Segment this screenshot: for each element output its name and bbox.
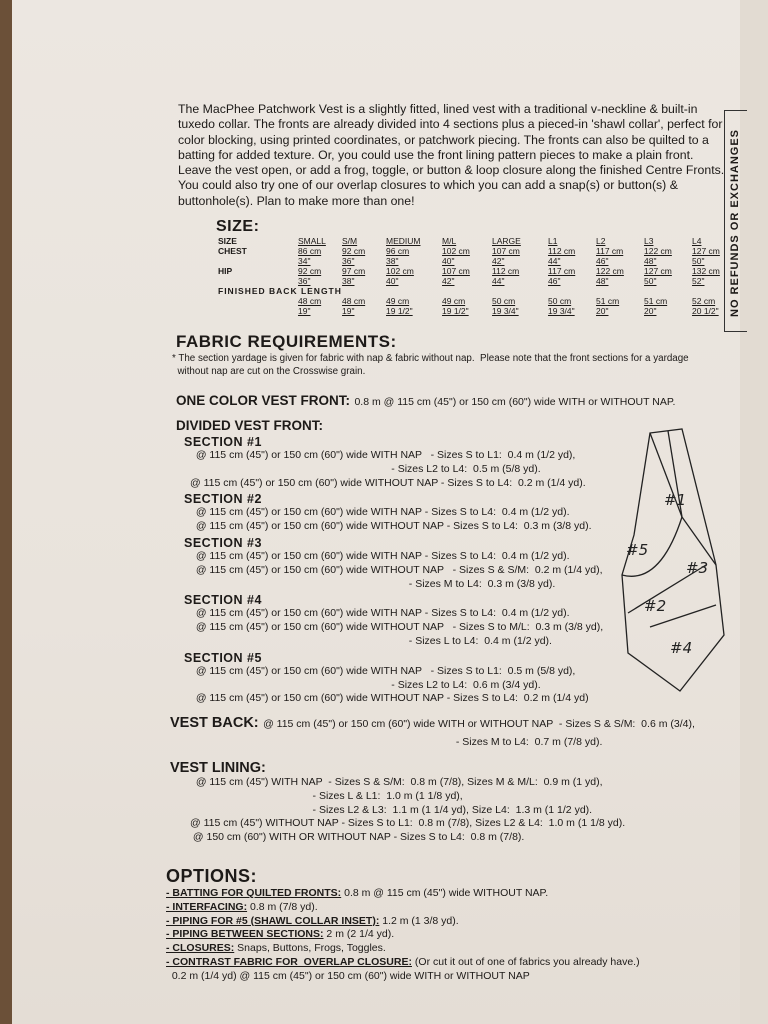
size-cell: L4: [692, 236, 702, 246]
size-row: [216, 256, 734, 266]
size-cell: 52 cm: [692, 296, 716, 306]
size-cell: 19": [298, 306, 311, 316]
size-cell: 36": [342, 256, 355, 266]
one-color-section: [176, 392, 675, 410]
size-cell: 44": [492, 276, 505, 286]
size-row: [216, 266, 734, 276]
option-item: [166, 915, 640, 929]
size-cell: 117 cm: [596, 246, 624, 256]
option-text: Snaps, Buttons, Frogs, Toggles.: [234, 942, 386, 955]
size-cell: 92 cm: [342, 246, 366, 256]
vest-front-diagram: [620, 425, 730, 695]
size-cell: 42": [492, 256, 505, 266]
size-row: [216, 286, 734, 296]
size-row-label: [216, 276, 296, 286]
option-label: - BATTING FOR QUILTED FRONTS:: [166, 887, 342, 899]
size-title: SIZE:: [216, 218, 260, 235]
size-cell: 36": [298, 276, 311, 286]
diagram-label-4: #4: [670, 639, 693, 657]
fabric-section-2: [176, 492, 603, 534]
diagram-label-5: #5: [626, 541, 649, 559]
size-cell: 112 cm: [548, 246, 576, 256]
options-section: [166, 866, 640, 984]
size-cell: 49 cm: [442, 296, 466, 306]
size-cell: 50 cm: [492, 296, 516, 306]
size-cell: 122 cm: [644, 246, 672, 256]
option-label: - CONTRAST FABRIC FOR OVERLAP CLOSURE:: [166, 955, 412, 968]
size-cell: 122 cm: [596, 266, 624, 276]
size-table: [216, 236, 734, 316]
size-cell: 112 cm: [492, 266, 520, 276]
size-cell: 107 cm: [492, 246, 520, 256]
options-title: OPTIONS:: [166, 866, 258, 886]
size-row: [216, 236, 734, 246]
size-cell: 38": [342, 276, 355, 286]
fabric-title: FABRIC REQUIREMENTS:: [176, 332, 397, 351]
vest-lining-section: [170, 760, 625, 845]
fabric-section-4: [176, 593, 603, 648]
size-cell: 19 3/4": [548, 306, 575, 316]
section-text: @ 115 cm (45") or 150 cm (60") wide WITH NAP - Sizes S to L4: 0.4 m (1/2 yd). @ 115 cm (45") or 150 cm (60") wide WITHOUT NAP - Sizes S to L4: 0.3 m (3/8 yd).: [195, 506, 592, 533]
size-cell: 19 1/2": [386, 306, 413, 316]
size-row-label: CHEST: [218, 246, 247, 256]
size-cell: 19": [342, 306, 355, 316]
section-text: @ 115 cm (45") or 150 cm (60") wide WITH NAP - Sizes S to L1: 0.4 m (1/2 yd), - Sizes L2 to L4: 0.5 m (5/8 yd). @ 115 cm (45") or 150 cm (60") wide WITHOUT NAP - Sizes S to L4: 0.2 m (1/4 yd).: [190, 449, 586, 489]
section-text: @ 115 cm (45") or 150 cm (60") wide WITH NAP - Sizes S to L4: 0.4 m (1/2 yd). @ 115 cm (45") or 150 cm (60") wide WITHOUT NAP - Sizes S & S/M: 0.2 m (1/4 yd), - Sizes M to L4: 0.3 m (3/8 yd).: [195, 549, 603, 590]
size-cell: L1: [548, 236, 558, 246]
size-cell: 42": [442, 276, 455, 286]
size-cell: 40": [442, 256, 455, 266]
vest-back-text: @ 115 cm (45") or 150 cm (60") wide WITH or WITHOUT NAP - Sizes S & S/M: 0.6 m (3/4), - Sizes M to L4: 0.7 m (7/8 yd).: [263, 718, 695, 748]
size-cell: 52": [692, 276, 705, 286]
vest-back-section: [170, 714, 695, 750]
size-cell: 97 cm: [342, 266, 366, 276]
size-cell: 127 cm: [644, 266, 672, 276]
size-cell: 102 cm: [386, 266, 414, 276]
size-cell: 92 cm: [298, 266, 322, 276]
size-cell: LARGE: [492, 236, 521, 246]
size-cell: 40": [386, 276, 399, 286]
size-cell: 19 3/4": [492, 306, 519, 316]
fabric-requirements: [172, 332, 689, 378]
size-cell: 48": [644, 256, 657, 266]
section-title: SECTION #1: [184, 435, 262, 449]
size-row: [216, 276, 734, 286]
size-cell: 48 cm: [298, 296, 322, 306]
size-cell: 49 cm: [386, 296, 410, 306]
size-row-label: [216, 256, 296, 266]
section-title: SECTION #2: [184, 492, 262, 507]
size-cell: 20": [644, 306, 657, 316]
size-cell: 48": [596, 276, 609, 286]
size-cell: 48 cm: [342, 296, 366, 306]
size-cell: 34": [298, 256, 311, 266]
option-item: [166, 901, 640, 915]
option-label: - CLOSURES:: [166, 942, 235, 955]
section-title: SECTION #5: [184, 650, 262, 665]
size-cell: 20 1/2": [692, 306, 719, 316]
section-title: SECTION #4: [184, 593, 262, 608]
size-row: [216, 306, 734, 316]
size-cell: 51 cm: [596, 296, 620, 306]
size-cell: 51 cm: [644, 296, 668, 306]
size-cell: 132 cm: [692, 266, 720, 276]
option-text: 0.8 m @ 115 cm (45") wide WITHOUT NAP.: [341, 887, 549, 899]
option-label: - PIPING BETWEEN SECTIONS:: [166, 928, 324, 941]
size-row-label: FINISHED BACK LENGTH: [218, 286, 342, 296]
fabric-section-1: [176, 435, 603, 490]
fabric-section-3: [176, 536, 603, 591]
size-row: [216, 246, 734, 256]
size-cell: 96 cm: [386, 246, 410, 256]
vest-back-title: VEST BACK:: [170, 715, 259, 731]
size-cell: 19 1/2": [442, 306, 469, 316]
size-cell: 107 cm: [442, 266, 470, 276]
intro-paragraph: The MacPhee Patchwork Vest is a slightly fitted, lined vest with a traditional v-neckline & built-in tuxedo collar. The fronts are already divided into 4 sections plus a pieced-in 'shawl collar', perfect for color blocking, using printed coordinates, or patchwork piecing. The fronts can also be quilted to a batting for added texture. Or, you could use the front lining pattern pieces to make a plain front. Leave the vest open, or add a frog, toggle, or button & loop closure along the finished Centre Fronts. You could also try one of our overlap closures to which you can add a snap(s) or button(s) & buttonhole(s). Plan to make more than one!: [178, 102, 725, 208]
option-label: - INTERFACING:: [166, 900, 248, 913]
lining-text: @ 115 cm (45") WITH NAP - Sizes S & S/M: 0.8 m (7/8), Sizes M & M/L: 0.9 m (1 yd), - Sizes L & L1: 1.0 m (1 1/8 yd), - Sizes L2 & L3: 1.1 m (1 1/4 yd), Size L4: 1.3 m (1 1/2 yd). @ 115 cm (45") WITHOUT NAP - Sizes S to L1: 0.8 m (7/8), Sizes L2 & L4: 1.0 m (1 1/8 yd). @ 150 cm (60") WITH OR WITHOUT NAP - Sizes S to L4: 0.8 m (7/8).: [190, 776, 626, 844]
option-item: [166, 928, 640, 942]
size-cell: 46": [596, 256, 609, 266]
size-cell: 50 cm: [548, 296, 572, 306]
option-text: 0.8 m (7/8 yd).: [247, 900, 318, 913]
size-cell: 50": [692, 256, 705, 266]
size-row: [216, 296, 734, 306]
size-cell: S/M: [342, 236, 358, 246]
size-cell: 127 cm: [692, 246, 720, 256]
one-color-text: 0.8 m @ 115 cm (45") or 150 cm (60") wide WITH or WITHOUT NAP.: [354, 396, 676, 408]
option-item: [166, 887, 640, 901]
option-text: 2 m (2 1/4 yd).: [323, 928, 395, 941]
size-cell: 38": [386, 256, 399, 266]
option-text: 1.2 m (1 3/8 yd).: [379, 914, 459, 927]
divided-section: [176, 418, 603, 706]
side-notice-text: NO REFUNDS OR EXCHANGES: [729, 128, 741, 317]
size-cell: 50": [644, 276, 657, 286]
lining-title: VEST LINING:: [170, 760, 266, 776]
size-cell: L2: [596, 236, 606, 246]
size-cell: M/L: [442, 236, 457, 246]
option-text: (Or cut it out of one of fabrics you already have.) 0.2 m (1/4 yd) @ 115 cm (45") or 150 cm (60") wide WITH or WITHOUT NAP: [171, 955, 640, 982]
size-row-label: SIZE: [218, 236, 237, 246]
size-cell: 20": [596, 306, 609, 316]
option-item: [166, 942, 640, 956]
size-row-label: [216, 296, 296, 306]
size-row-label: [216, 306, 296, 316]
diagram-label-2: #2: [644, 597, 667, 615]
size-cell: SMALL: [298, 236, 326, 246]
section-text: @ 115 cm (45") or 150 cm (60") wide WITH NAP - Sizes S to L1: 0.5 m (5/8 yd), - Sizes L2 to L4: 0.6 m (3/4 yd). @ 115 cm (45") or 150 cm (60") wide WITHOUT NAP - Sizes S to L4: 0.2 m (1/4 yd): [195, 664, 589, 705]
size-cell: 117 cm: [548, 266, 576, 276]
diagram-label-3: #3: [686, 559, 709, 577]
fabric-note: * The section yardage is given for fabric with nap & fabric without nap. Please note that the front sections for a yardage without nap are cut on the Crosswise grain.: [172, 353, 689, 377]
size-cell: 86 cm: [298, 246, 322, 256]
divided-title: DIVIDED VEST FRONT:: [176, 418, 324, 433]
size-cell: 102 cm: [442, 246, 470, 256]
one-color-title: ONE COLOR VEST FRONT:: [176, 393, 351, 408]
diagram-label-1: #1: [664, 491, 687, 509]
size-cell: 46": [548, 276, 561, 286]
fabric-section-5: [176, 651, 603, 706]
size-cell: L3: [644, 236, 654, 246]
size-row-label: HIP: [218, 266, 233, 276]
option-label: - PIPING FOR #5 (SHAWL COLLAR INSET):: [166, 914, 380, 927]
size-cell: 44": [548, 256, 561, 266]
section-title: SECTION #3: [184, 535, 262, 550]
section-text: @ 115 cm (45") or 150 cm (60") wide WITH NAP - Sizes S to L4: 0.4 m (1/2 yd). @ 115 cm (45") or 150 cm (60") wide WITHOUT NAP - Sizes S to M/L: 0.3 m (3/8 yd), - Sizes L to L4: 0.4 m (1/2 yd).: [195, 607, 604, 647]
size-section: [216, 218, 734, 316]
size-cell: MEDIUM: [386, 236, 421, 246]
option-item: [166, 956, 640, 984]
